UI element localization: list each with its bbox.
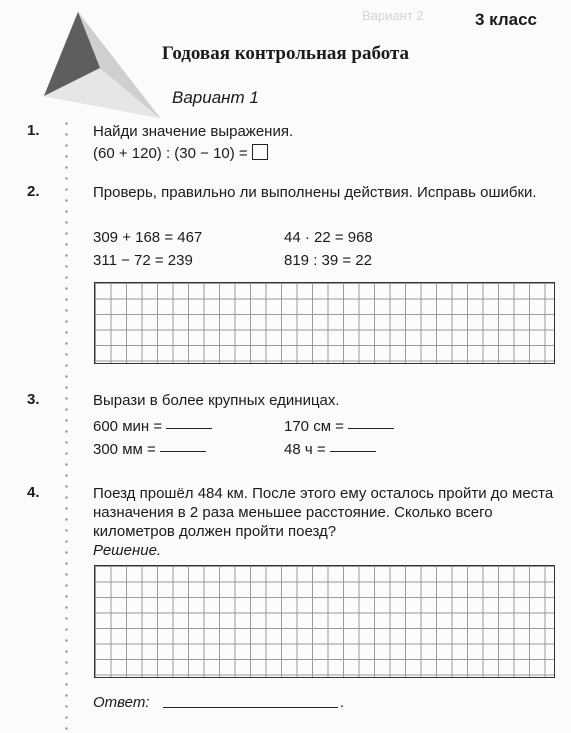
conversion-2-blank[interactable]: [348, 428, 394, 429]
task-4-number: 4.: [27, 484, 40, 501]
task-1-text: Найди значение выражения.: [93, 123, 294, 140]
answer-box[interactable]: [252, 144, 268, 160]
task-3-text: Вырази в более крупных единицах.: [93, 392, 340, 409]
grade-label: 3 класс: [474, 10, 537, 29]
variant-label: Вариант 1: [172, 88, 259, 107]
task-2-text: Проверь, правильно ли выполнены действия. Исправь ошибки.: [93, 184, 537, 201]
equation-1: 309 + 168 = 467: [93, 229, 203, 246]
bleed-text: Вариант 2: [362, 8, 424, 23]
conversion-row-1-left: [93, 418, 212, 435]
task-1-number: 1.: [27, 122, 40, 139]
conversion-row-2-right: [284, 441, 376, 458]
conversion-4-blank[interactable]: [330, 451, 376, 452]
work-grid-task-2[interactable]: [94, 282, 555, 364]
conversion-1: 600 мин =: [93, 418, 163, 435]
conversion-3-blank[interactable]: [160, 451, 206, 452]
task-1-expression-row: [93, 144, 268, 163]
conversion-4: 48 ч =: [284, 441, 326, 458]
task-1-expression: (60 + 120) : (30 − 10) =: [93, 145, 248, 162]
answer-input-line[interactable]: [163, 707, 338, 708]
task-2-number: 2.: [27, 183, 40, 200]
solution-label: Решение.: [93, 542, 162, 559]
conversion-row-2-left: [93, 441, 206, 458]
margin-dotted-line: [65, 118, 68, 730]
corner-decoration: [40, 8, 165, 128]
conversion-2: 170 см =: [284, 418, 344, 435]
work-grid-task-4[interactable]: [94, 565, 555, 678]
task-4-text: Поезд прошёл 484 км. После этого ему осталось пройти до места назначения в 2 раза меньшее расстояние. Сколько всего километров должен пройти поезд?: [93, 485, 554, 540]
answer-end-period: .: [340, 694, 345, 711]
conversion-row-1-right: [284, 418, 394, 435]
answer-label: Ответ:: [93, 694, 150, 711]
equation-3: 311 − 72 = 239: [93, 252, 193, 269]
conversion-3: 300 мм =: [93, 441, 156, 458]
conversion-1-blank[interactable]: [166, 428, 212, 429]
equation-4: 819 : 39 = 22: [284, 252, 372, 269]
equation-2: 44 · 22 = 968: [284, 229, 373, 246]
page-title: Годовая контрольная работа: [161, 43, 410, 64]
task-3-number: 3.: [27, 391, 40, 408]
